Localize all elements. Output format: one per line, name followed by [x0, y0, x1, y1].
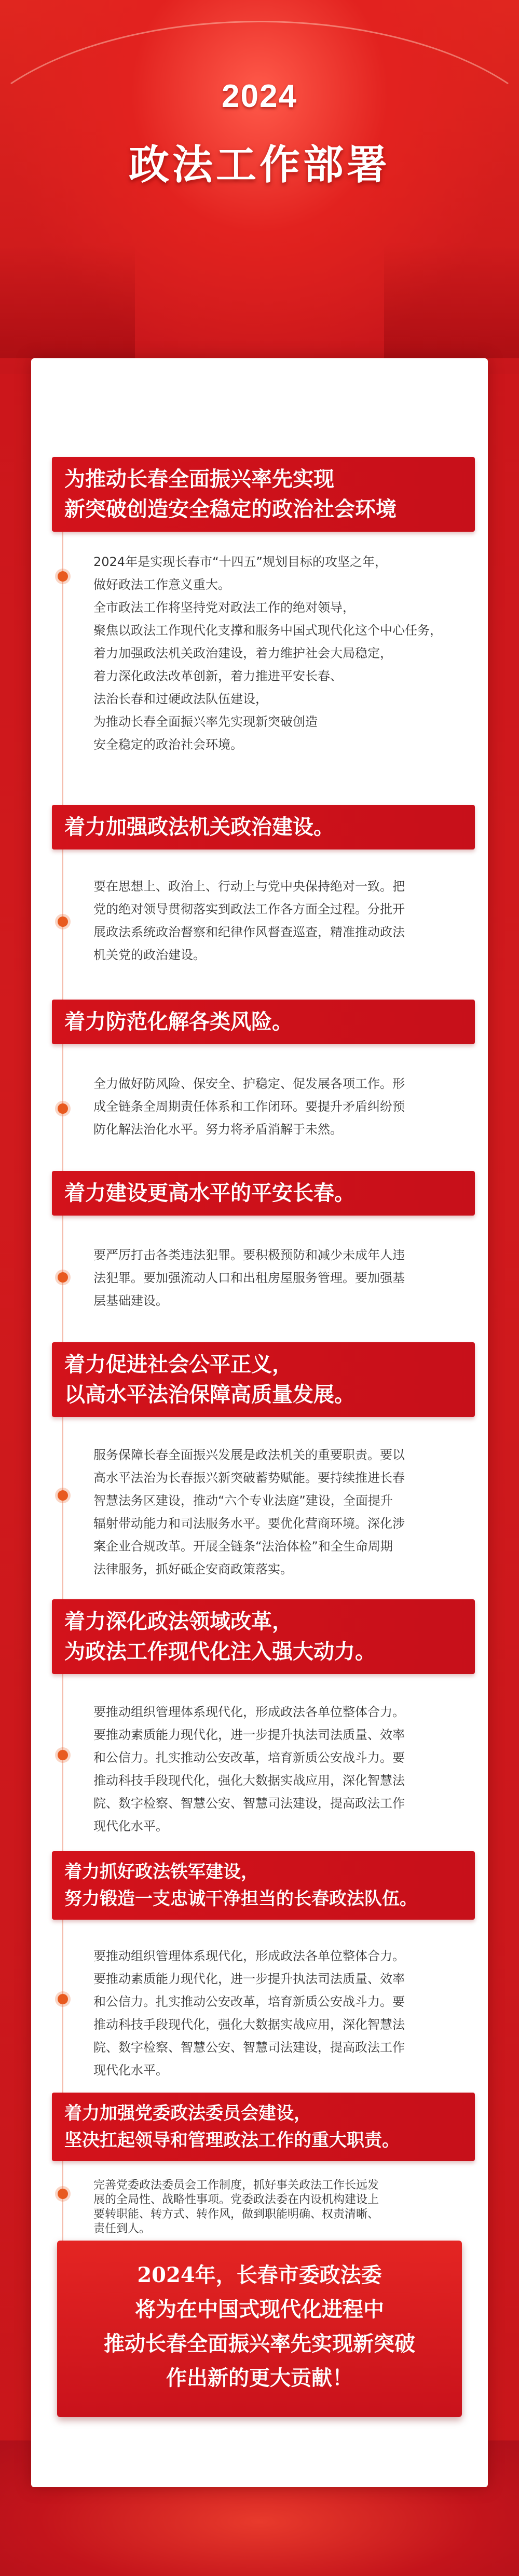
section-paragraph: 推动科技手段现代化，强化大数据实战应用，深化智慧法: [93, 1773, 405, 1788]
closing-line: 将为在中国式现代化进程中: [135, 2297, 384, 2322]
timeline-dot: [58, 1490, 68, 1501]
timeline-dot: [58, 2189, 68, 2199]
section-paragraph: 着力加强政法机关政治建设，着力维护社会大局稳定，: [93, 646, 392, 660]
timeline-dot: [58, 1750, 68, 1760]
section-paragraph: 智慧法务区建设，推动“六个专业法庭”建设，全面提升: [93, 1493, 393, 1508]
section-heading-line: 着力防范化解各类风险。: [64, 1009, 293, 1034]
section-paragraph: 要推动组织管理体系现代化，形成政法各单位整体合力。: [93, 1705, 405, 1719]
section-paragraph: 成全链条全周期责任体系和工作闭环。要提升矛盾纠纷预: [93, 1099, 405, 1114]
section-heading-line: 以高水平法治保障高质量发展。: [64, 1382, 355, 1407]
timeline-dot: [58, 1272, 68, 1283]
timeline-dot: [58, 916, 68, 927]
section-heading: [52, 1342, 475, 1417]
section-heading-line: 着力抓好政法铁军建设，: [64, 1862, 258, 1882]
section-paragraph: 院、数字检察、智慧公安、智慧司法建设，提高政法工作: [93, 2040, 405, 2055]
section-paragraph: 防化解法治化水平。努力将矛盾消解于未然。: [93, 1122, 343, 1137]
timeline-dot: [58, 571, 68, 582]
section-body: [93, 1945, 472, 2082]
section-body: [93, 1072, 472, 1141]
section-heading-line: 新突破创造安全稳定的政治社会环境: [64, 497, 397, 521]
section-paragraph: 要推动组织管理体系现代化，形成政法各单位整体合力。: [93, 1949, 405, 1963]
header-banner: [0, 0, 519, 374]
section-heading: [52, 1000, 475, 1044]
section-paragraph: 和公信力。扎实推动公安改革，培育新质公安战斗力。要: [93, 1994, 405, 2009]
section-paragraph: 聚焦以政法工作现代化支撑和服务中国式现代化这个中心任务，: [93, 623, 442, 638]
section-body: [93, 1701, 472, 1838]
section-paragraph: 要转职能、转方式、转作风，做到职能明确、权责清晰、: [93, 2208, 379, 2221]
section-body: [93, 1444, 472, 1581]
curtain-left: [0, 244, 135, 358]
timeline-dot: [58, 1994, 68, 2004]
closing-banner: [57, 2241, 462, 2417]
section-paragraph: 院、数字检察、智慧公安、智慧司法建设，提高政法工作: [93, 1796, 405, 1811]
section-paragraph: 着力深化政法改革创新，着力推进平安长春、: [93, 669, 343, 683]
section-paragraph: 全力做好防风险、保安全、护稳定、促发展各项工作。形: [93, 1076, 405, 1091]
section-paragraph: 法治长春和过硬政法队伍建设，: [93, 692, 268, 706]
section-paragraph: 全市政法工作将坚持党对政法工作的绝对领导，: [93, 600, 355, 615]
section-heading-line: 着力加强党委政法委员会建设，: [64, 2103, 311, 2124]
section-heading-line: 着力深化政法领域改革，: [64, 1609, 293, 1634]
section-heading: [52, 1599, 475, 1674]
section-heading-line: 努力锻造一支忠诚干净担当的长春政法队伍。: [64, 1889, 417, 1909]
section-heading: [52, 1171, 475, 1216]
section-paragraph: 案企业合规改革。开展全链条“法治体检”和全生命周期: [93, 1539, 393, 1554]
section-heading-line: 为政法工作现代化注入强大动力。: [64, 1639, 376, 1664]
section-heading: [52, 1851, 475, 1920]
section-heading: [52, 457, 475, 532]
closing-line: 推动长春全面振兴率先实现新突破: [104, 2331, 415, 2356]
section-heading: [52, 2093, 475, 2161]
closing-line: 2024年，长春市委政法委: [137, 2263, 382, 2287]
section-paragraph: 和公信力。扎实推动公安改革，培育新质公安战斗力。要: [93, 1750, 405, 1765]
section-paragraph: 推动科技手段现代化，强化大数据实战应用，深化智慧法: [93, 2017, 405, 2032]
section-heading-line: 为推动长春全面振兴率先实现: [64, 467, 334, 491]
section-paragraph: 高水平法治为长春振兴新突破蓄势赋能。要持续推进长春: [93, 1471, 405, 1485]
section-paragraph: 展政法系统政治督察和纪律作风督查巡查，精准推动政法: [93, 925, 405, 939]
section-heading: [52, 805, 475, 849]
closing-line: 作出新的更大贡献！: [166, 2366, 353, 2390]
section-paragraph: 党的绝对领导贯彻落实到政法工作各方面全过程。分批开: [93, 902, 405, 916]
section-paragraph: 现代化水平。: [93, 1819, 168, 1833]
section-paragraph: 完善党委政法委员会工作制度，抓好事关政法工作长远发: [93, 2179, 379, 2192]
section-paragraph: 要严厉打击各类违法犯罪。要积极预防和减少未成年人违: [93, 1248, 405, 1262]
section-paragraph: 2024年是实现长春市“十四五”规划目标的攻坚之年，: [93, 555, 387, 569]
section-body: [93, 1244, 472, 1312]
section-paragraph: 法律服务，抓好砥企安商政策落实。: [93, 1562, 293, 1576]
section-heading-line: 着力建设更高水平的平安长春。: [64, 1181, 355, 1205]
section-paragraph: 现代化水平。: [93, 2063, 168, 2078]
section-paragraph: 安全稳定的政治社会环境。: [93, 737, 243, 752]
section-heading-line: 坚决扛起领导和管理政法工作的重大职责。: [64, 2130, 400, 2151]
section-body: [93, 550, 472, 756]
section-paragraph: 服务保障长春全面振兴发展是政法机关的重要职责。要以: [93, 1448, 405, 1462]
section-paragraph: 要推动素质能力现代化，进一步提升执法司法质量、效率: [93, 1972, 405, 1986]
section-paragraph: 为推动长春全面振兴率先实现新突破创造: [93, 714, 318, 729]
section-paragraph: 层基础建设。: [93, 1293, 168, 1308]
section-body: [93, 875, 472, 966]
section-heading-line: 着力促进社会公平正义，: [64, 1352, 293, 1377]
section-paragraph: 责任到人。: [93, 2222, 151, 2235]
timeline-dot: [58, 1103, 68, 1114]
section-heading-line: 着力加强政法机关政治建设。: [64, 815, 334, 839]
section-body: [93, 2178, 472, 2236]
section-paragraph: 要在思想上、政治上、行动上与党中央保持绝对一致。把: [93, 879, 405, 894]
section-paragraph: 辐射带动能力和司法服务水平。要优化营商环境。深化涉: [93, 1516, 405, 1531]
section-paragraph: 法犯罪。要加强流动人口和出租房屋服务管理。要加强基: [93, 1271, 405, 1285]
header-year: 2024: [222, 78, 297, 114]
section-paragraph: 机关党的政治建设。: [93, 948, 206, 962]
curtain-right: [384, 244, 519, 358]
section-paragraph: 做好政法工作意义重大。: [93, 577, 230, 592]
section-paragraph: 展的全局性、战略性事项。党委政法委在内设机构建设上: [93, 2193, 379, 2206]
section-paragraph: 要推动素质能力现代化，进一步提升执法司法质量、效率: [93, 1728, 405, 1742]
page-title: 政法工作部署: [128, 142, 390, 188]
